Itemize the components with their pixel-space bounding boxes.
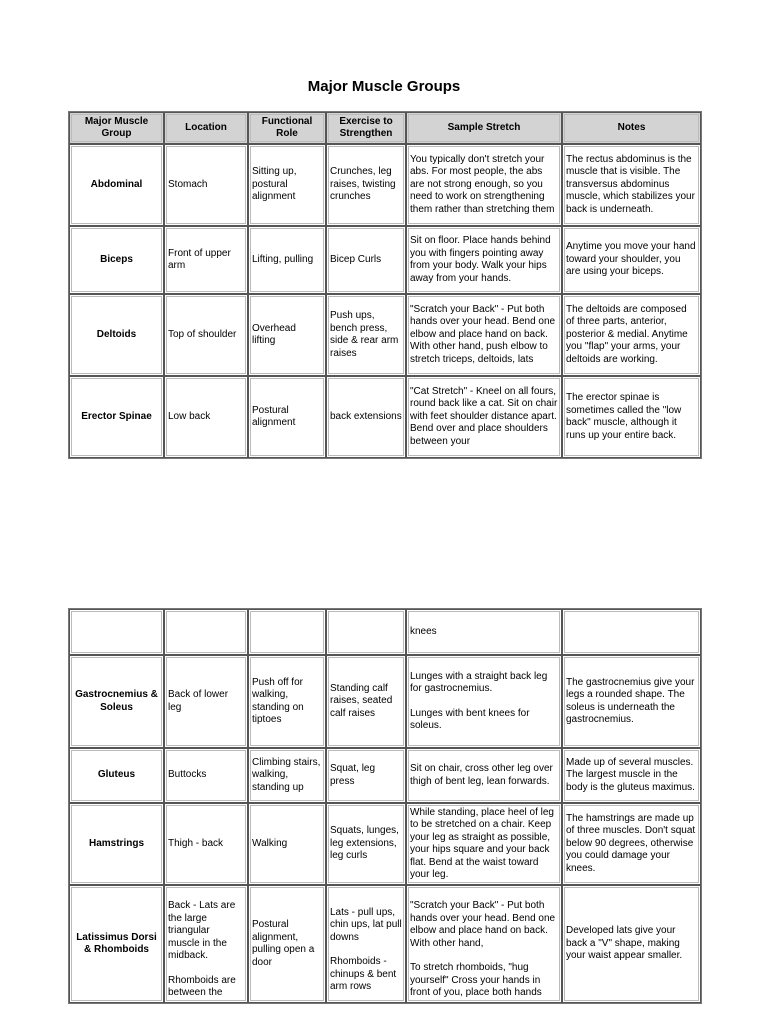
cell-role: Climbing stairs, walking, standing up <box>248 748 326 803</box>
cell-notes: The deltoids are composed of three parts, anterior, posterior & medial. Anytime you "flap" your arms, your deltoids are working. <box>562 294 701 376</box>
stretch-rhomboids: To stretch rhomboids, "hug yourself" Cross your hands in front of you, place both hands <box>410 962 542 999</box>
header-location: Location <box>164 112 248 144</box>
cell-location: Thigh - back <box>164 803 248 885</box>
header-exercise: Exercise to Strengthen <box>326 112 406 144</box>
cell-group: Erector Spinae <box>69 376 164 458</box>
header-group: Major Muscle Group <box>69 112 164 144</box>
cell-role: Postural alignment, pulling open a door <box>248 885 326 1003</box>
cell-role: Push off for walking, standing on tiptoes <box>248 655 326 748</box>
cell-stretch: knees <box>406 609 562 655</box>
cell-group: Latissimus Dorsi & Rhomboids <box>69 885 164 1003</box>
cell-group: Hamstrings <box>69 803 164 885</box>
cell-location <box>164 885 248 1003</box>
cell-stretch: Sit on chair, cross other leg over thigh of bent leg, lean forwards. <box>406 748 562 803</box>
cell-notes: The rectus abdominus is the muscle that is visible. The transversus abdominus muscle, which stabilizes your back is underneath. <box>562 144 701 226</box>
cell-stretch: While standing, place heel of leg to be stretched on a chair. Keep your leg as straight as possible, your hips square and your back flat. Bend at the waist toward your leg. <box>406 803 562 885</box>
cell-stretch: "Scratch your Back" - Put both hands over your head. Bend one elbow and place hand on back. With other hand, push elbow to stretch triceps, deltoids, lats <box>406 294 562 376</box>
cell-notes: Anytime you move your hand toward your shoulder, you are using your biceps. <box>562 226 701 294</box>
page-title: Major Muscle Groups <box>307 78 461 95</box>
cell-location <box>164 609 248 655</box>
cell-stretch: You typically don't stretch your abs. For most people, the abs are not strong enough, so you need to work on strengthening them rather than stretching them <box>406 144 562 226</box>
cell-exercise: Crunches, leg raises, twisting crunches <box>326 144 406 226</box>
cell-location: Front of upper arm <box>164 226 248 294</box>
cell-exercise <box>326 609 406 655</box>
stretch-gastrocnemius: Lunges with a straight back leg for gastrocnemius. <box>410 670 548 694</box>
cell-notes: Made up of several muscles. The largest muscle in the body is the gluteus maximus. <box>562 748 701 803</box>
cell-role: Walking <box>248 803 326 885</box>
exercise-rhomboids: Rhomboids - chinups & bent arm rows <box>330 956 397 992</box>
cell-exercise: Bicep Curls <box>326 226 406 294</box>
table-row-continuation <box>69 609 701 655</box>
table-row <box>69 748 701 803</box>
cell-location: Low back <box>164 376 248 458</box>
cell-role: Overhead lifting <box>248 294 326 376</box>
muscle-table-page-1 <box>68 111 702 459</box>
stretch-soleus: Lunges with bent knees for soleus. <box>410 707 530 731</box>
exercise-lats: Lats - pull ups, chin ups, lat pull downs <box>330 906 402 943</box>
table-row <box>69 144 701 226</box>
cell-notes: The hamstrings are made up of three muscles. Don't squat below 90 degrees, otherwise you could damage your knees. <box>562 803 701 885</box>
cell-role: Postural alignment <box>248 376 326 458</box>
cell-notes <box>562 609 701 655</box>
cell-group: Biceps <box>69 226 164 294</box>
cell-role <box>248 609 326 655</box>
table-row <box>69 885 701 1003</box>
cell-role: Sitting up, postural alignment <box>248 144 326 226</box>
muscle-table-page-2 <box>68 608 702 1004</box>
cell-exercise <box>326 885 406 1003</box>
cell-stretch <box>406 655 562 748</box>
table-row <box>69 803 701 885</box>
cell-exercise: back extensions <box>326 376 406 458</box>
cell-notes: The erector spinae is sometimes called the "low back" muscle, although it runs up your entire back. <box>562 376 701 458</box>
table-row <box>69 655 701 748</box>
cell-exercise: Push ups, bench press, side & rear arm raises <box>326 294 406 376</box>
cell-group: Gastrocnemius & Soleus <box>69 655 164 748</box>
cell-stretch <box>406 885 562 1003</box>
cell-group: Gluteus <box>69 748 164 803</box>
cell-exercise: Squat, leg press <box>326 748 406 803</box>
location-lats: Back - Lats are the large triangular muscle in the midback. <box>168 900 236 962</box>
table-row <box>69 376 701 458</box>
cell-group: Abdominal <box>69 144 164 226</box>
cell-exercise: Standing calf raises, seated calf raises <box>326 655 406 748</box>
cell-location: Back of lower leg <box>164 655 248 748</box>
table-row <box>69 294 701 376</box>
cell-notes: Developed lats give your back a "V" shape, making your waist appear smaller. <box>562 885 701 1003</box>
header-stretch: Sample Stretch <box>406 112 562 144</box>
cell-group: Deltoids <box>69 294 164 376</box>
stretch-lats: "Scratch your Back" - Put both hands over your head. Bend one elbow and place hand on back. With other hand, <box>410 900 556 949</box>
cell-notes: The gastrocnemius give your legs a rounded shape. The soleus is underneath the gastrocnemius. <box>562 655 701 748</box>
cell-group <box>69 609 164 655</box>
cell-exercise: Squats, lunges, leg extensions, leg curls <box>326 803 406 885</box>
header-role: Functional Role <box>248 112 326 144</box>
location-rhomboids: Rhomboids are between the <box>168 974 236 999</box>
cell-role: Lifting, pulling <box>248 226 326 294</box>
header-notes: Notes <box>562 112 701 144</box>
cell-stretch: "Cat Stretch" - Kneel on all fours, round back like a cat. Sit on chair with feet shoulder distance apart. Bend over and place shoulders between your <box>406 376 562 458</box>
cell-location: Buttocks <box>164 748 248 803</box>
cell-location: Top of shoulder <box>164 294 248 376</box>
cell-location: Stomach <box>164 144 248 226</box>
cell-stretch: Sit on floor. Place hands behind you with fingers pointing away from your body. Walk your hips away from your hands. <box>406 226 562 294</box>
table-row <box>69 226 701 294</box>
header-row <box>69 112 701 144</box>
